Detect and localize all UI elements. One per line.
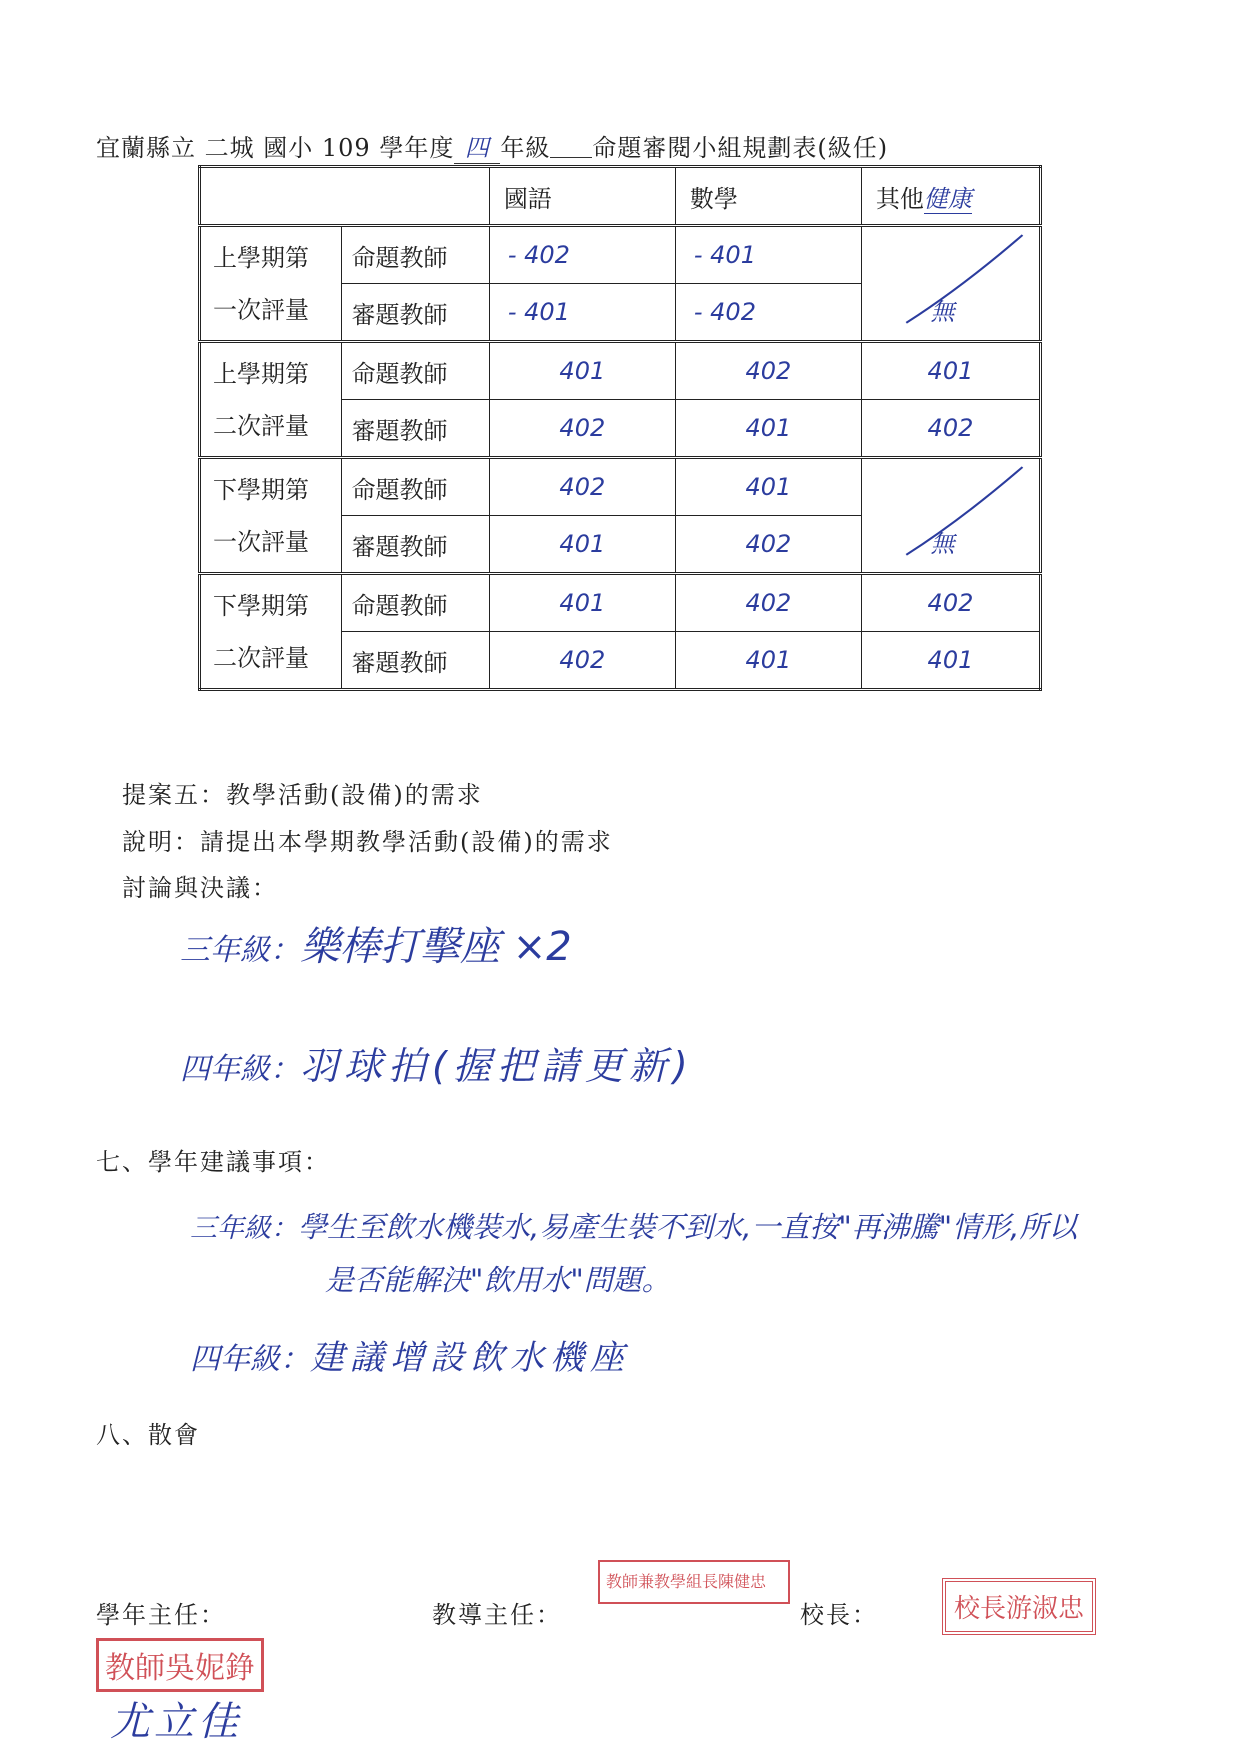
- section7-title: 七、學年建議事項：: [96, 1148, 330, 1176]
- form-title: [96, 128, 888, 164]
- header-math: 數學: [675, 167, 861, 226]
- period-line: 一次評量: [213, 527, 309, 556]
- period-line: 上學期第: [213, 243, 309, 272]
- table-row: [200, 226, 1041, 284]
- header-other-subject: 健康: [923, 184, 972, 213]
- section7-grade4-label: 四年級：: [190, 1342, 310, 1377]
- value-cell-crossed: [861, 458, 1040, 574]
- grade3-label: 三年級：: [180, 933, 300, 968]
- period-cell: [200, 574, 342, 690]
- value-cell: 402: [675, 574, 861, 632]
- discussion-label: 討論與決議：: [122, 874, 278, 902]
- proposal-title: 提案五：教學活動(設備)的需求: [122, 781, 483, 809]
- section7-grade3-label: 三年級：: [190, 1213, 298, 1244]
- grade3-request: 樂棒打擊座 ×2: [300, 924, 572, 970]
- none-mark: 無: [930, 530, 955, 558]
- value-cell: - 402: [489, 226, 675, 284]
- value-cell: 402: [861, 400, 1040, 458]
- period-line: 上學期第: [213, 359, 309, 388]
- section7-grade3-line1: 學生至飲水機裝水,易產生裝不到水,一直按"再沸騰"情形,所以: [298, 1210, 1078, 1244]
- section7-grade4-text: 建議增設飲水機座: [310, 1338, 630, 1378]
- section8-title: 八、散會: [96, 1421, 200, 1449]
- value-cell: 401: [489, 342, 675, 400]
- header-empty-cell: [200, 167, 490, 226]
- value-cell: 402: [489, 400, 675, 458]
- value-cell: 402: [489, 458, 675, 516]
- role-cell: 審題教師: [341, 284, 489, 342]
- value-cell: 402: [675, 342, 861, 400]
- grade4-label: 四年級：: [180, 1052, 300, 1087]
- period-line: 下學期第: [213, 591, 309, 620]
- principal-stamp: 校長游淑忠: [942, 1578, 1096, 1635]
- none-mark: 無: [930, 298, 955, 326]
- exam-planning-table: [198, 165, 1042, 691]
- grade4-request: 羽球拍(握把請更新): [300, 1044, 694, 1088]
- grade-head-label: 學年主任：: [96, 1601, 226, 1629]
- title-suffix: 命題審閱小組規劃表(級任): [592, 134, 889, 162]
- value-cell-crossed: [861, 226, 1040, 342]
- role-cell: 審題教師: [341, 516, 489, 574]
- header-other-label: 其他: [875, 184, 924, 213]
- value-cell: - 402: [675, 284, 861, 342]
- section7-grade4: [190, 1330, 630, 1379]
- table-header-row: [200, 167, 1041, 226]
- value-cell: 402: [861, 574, 1040, 632]
- proposal-description: 說明：請提出本學期教學活動(設備)的需求: [122, 828, 613, 856]
- director-stamp: 教師兼教學組長陳健忠: [598, 1560, 790, 1604]
- title-prefix: 宜蘭縣立 二城 國小 109 學年度: [96, 134, 455, 162]
- value-cell: 401: [861, 342, 1040, 400]
- grade-value: 四: [454, 128, 500, 164]
- principal-label: 校長：: [800, 1601, 878, 1629]
- title-grade-suffix: 年級: [500, 134, 551, 162]
- value-cell: 401: [489, 574, 675, 632]
- table-row: [200, 342, 1041, 400]
- value-cell: 401: [675, 632, 861, 690]
- value-cell: - 401: [489, 284, 675, 342]
- value-cell: 401: [861, 632, 1040, 690]
- value-cell: 401: [675, 400, 861, 458]
- role-cell: 命題教師: [341, 458, 489, 516]
- grade-head-stamp: 教師吳妮錚: [96, 1638, 264, 1692]
- header-chinese: 國語: [489, 167, 675, 226]
- section7-grade3: [190, 1205, 1077, 1246]
- period-cell: [200, 342, 342, 458]
- period-cell: [200, 226, 342, 342]
- proposal-grade4: [180, 1035, 694, 1090]
- period-line: 下學期第: [213, 475, 309, 504]
- title-blank: [550, 139, 592, 158]
- table-row: [200, 574, 1041, 632]
- header-other: [861, 167, 1040, 226]
- role-cell: 命題教師: [341, 574, 489, 632]
- grade-head-signature: 尤立佳: [110, 1699, 242, 1745]
- period-line: 一次評量: [213, 295, 309, 324]
- role-cell: 命題教師: [341, 226, 489, 284]
- section7-grade3-line2: 是否能解決"飲用水"問題。: [325, 1263, 671, 1297]
- value-cell: 402: [675, 516, 861, 574]
- value-cell: 401: [675, 458, 861, 516]
- director-label: 教導主任：: [432, 1601, 562, 1629]
- period-line: 二次評量: [213, 643, 309, 672]
- role-cell: 審題教師: [341, 400, 489, 458]
- role-cell: 命題教師: [341, 342, 489, 400]
- role-cell: 審題教師: [341, 632, 489, 690]
- period-cell: [200, 458, 342, 574]
- value-cell: 401: [489, 516, 675, 574]
- table-row: [200, 458, 1041, 516]
- value-cell: - 401: [675, 226, 861, 284]
- period-line: 二次評量: [213, 411, 309, 440]
- proposal-grade3: [180, 915, 572, 972]
- value-cell: 402: [489, 632, 675, 690]
